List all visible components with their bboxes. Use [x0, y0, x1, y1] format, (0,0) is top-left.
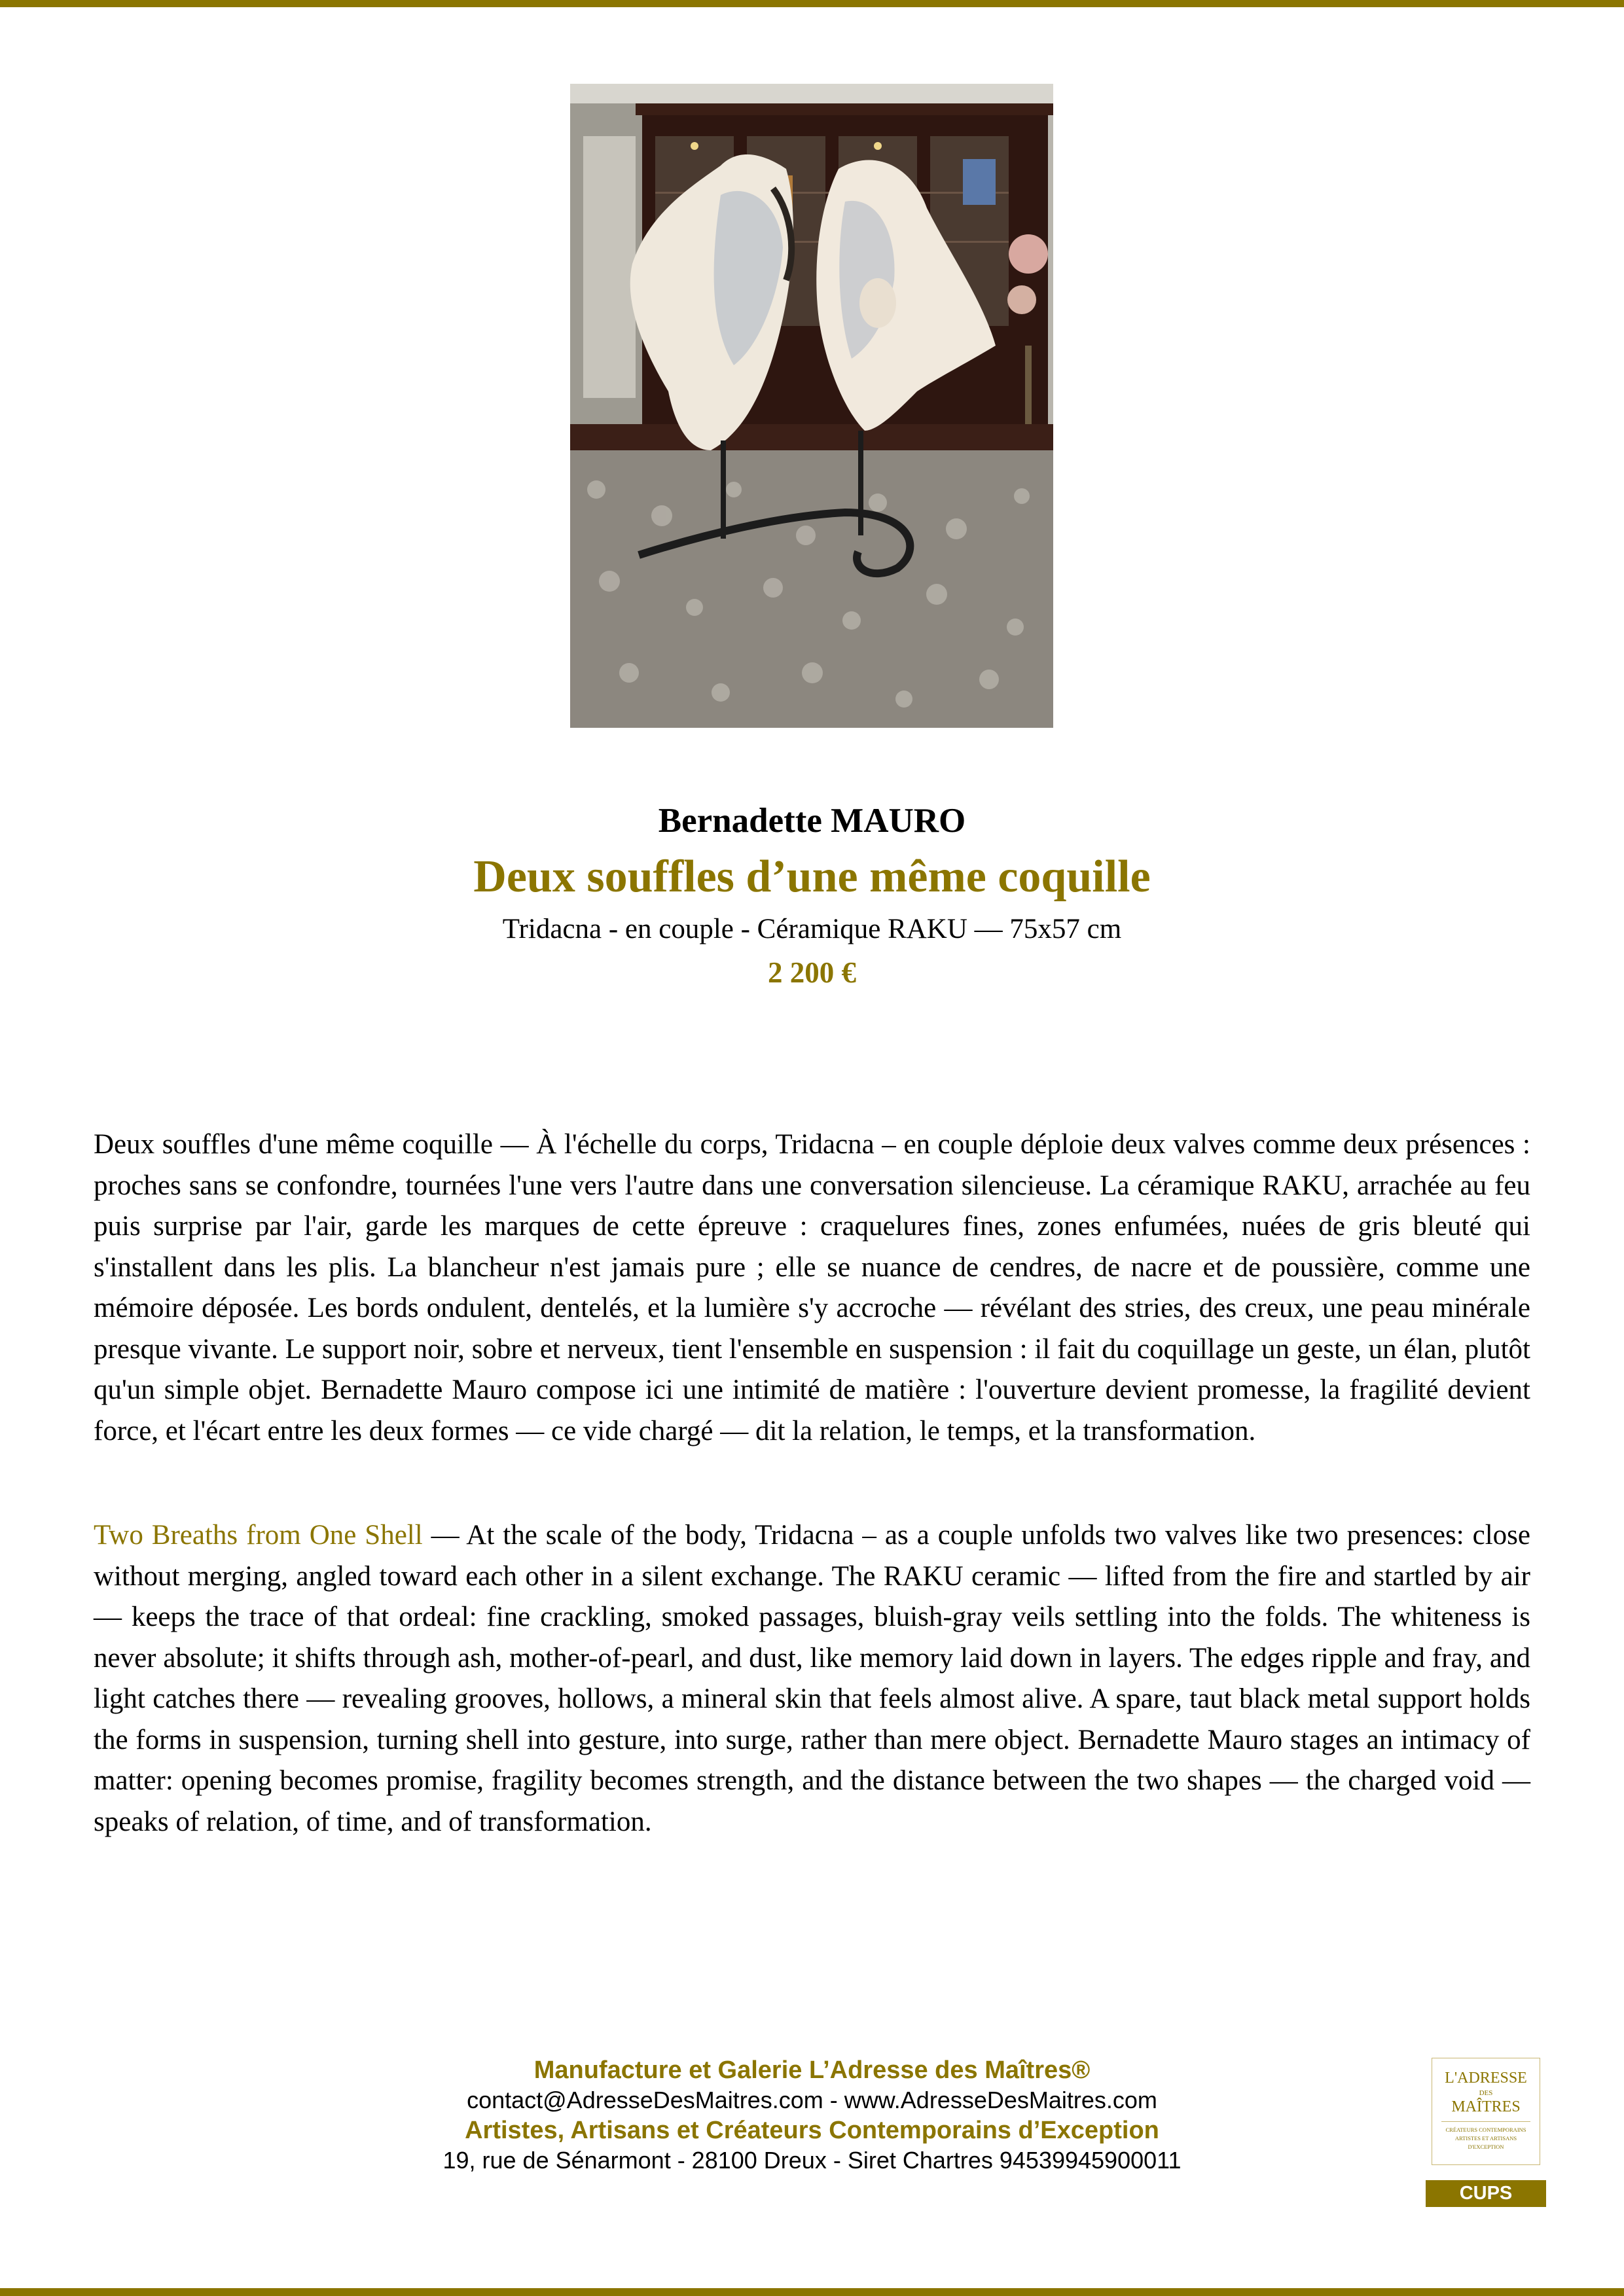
footer-address: 19, rue de Sénarmont - 28100 Dreux - Siret Chartres 94539945900011 [442, 2147, 1182, 2174]
english-body: — At the scale of the body, Tridacna – as a couple unfolds two valves like two presences: close without merging, angled toward each other in a silent exchange. The RAKU ceramic — lifted from the fire and startled by air — keeps the trace of that ordeal: fine crackling, smoked passages, bluish-gray veils settling into the folds. The whiteness is never absolute; it shifts through ash, mother-of-pearl, and dust, like memory laid down in layers. The edges ripple and fray, and light catches there — revealing grooves, hollows, a mineral skin that feels almost alive. A spare, taut black metal support holds the forms in suspension, turning shell into gesture, into surge, rather than mere object. Bernadette Mauro stages an intimacy of matter: opening becomes promise, fragility becomes strength, and the distance between the two shapes — the charged void — speaks of relation, of time, and of transformation. [94, 1520, 1530, 1837]
artwork-title: Deux souffles d’une même coquille [473, 852, 1151, 902]
logo-line-des: DES [1479, 2089, 1493, 2097]
english-title: Two Breaths from One Shell [94, 1520, 423, 1551]
footer-gallery-name: Manufacture et Galerie L’Adresse des Maîtres® [533, 2056, 1091, 2084]
artist-name: Bernadette MAURO [658, 802, 966, 840]
logo-divider [1441, 2121, 1530, 2122]
artwork-price: 2 200 € [768, 956, 856, 989]
description-english [94, 1515, 1530, 1842]
footer-tagline: Artistes, Artisans et Créateurs Contemporains d’Exception [465, 2117, 1159, 2144]
footer-contact[interactable]: contact@AdresseDesMaitres.com - www.AdresseDesMaitres.com [467, 2087, 1157, 2113]
cups-badge: CUPS [1426, 2180, 1546, 2207]
artwork-photo [570, 84, 1053, 728]
logo-line-createurs: CRÉATEURS CONTEMPORAINS [1445, 2126, 1526, 2133]
footer [0, 2055, 1624, 2176]
sculpture-image [570, 84, 1053, 728]
description-french: Deux souffles d'une même coquille — À l'échelle du corps, Tridacna – en couple déploie deux valves comme deux présences : proches sans se confondre, tournées l'une vers l'autre dans une conversation silencieuse. La céramique RAKU, arrachée au feu puis surprise par l'air, garde les marques de cette épreuve : craquelures fines, zones enfumées, nuées de gris bleuté qui s'installent dans les plis. La blancheur n'est jamais pure ; elle se nuance de cendres, de nacre et de poussière, comme une mémoire déposée. Les bords ondulent, dentelés, et la lumière s'y accroche — révélant des stries, des creux, une peau minérale presque vivante. Le support noir, sobre et nerveux, tient l'ensemble en suspension : il fait du coquillage un geste, un élan, plutôt qu'un simple objet. Bernadette Mauro compose ici une intimité de matière : l'ouverture devient promesse, la fragilité devient force, et l'écart entre les deux formes — ce vide chargé — dit la relation, le temps, et la transformation. [94, 1129, 1530, 1446]
logo-line-ladresse: L'ADRESSE [1445, 2070, 1527, 2087]
logo-line-maitres: MAÎTRES [1451, 2098, 1521, 2115]
top-border [0, 0, 1624, 7]
artwork-details: Tridacna - en couple - Céramique RAKU — 75x57 cm [502, 914, 1122, 944]
logo-line-artistes: ARTISTES ET ARTISANS [1454, 2135, 1517, 2142]
gallery-logo [1432, 2058, 1540, 2165]
logo-line-exception: D'EXCEPTION [1468, 2144, 1504, 2150]
bottom-border [0, 2288, 1624, 2296]
